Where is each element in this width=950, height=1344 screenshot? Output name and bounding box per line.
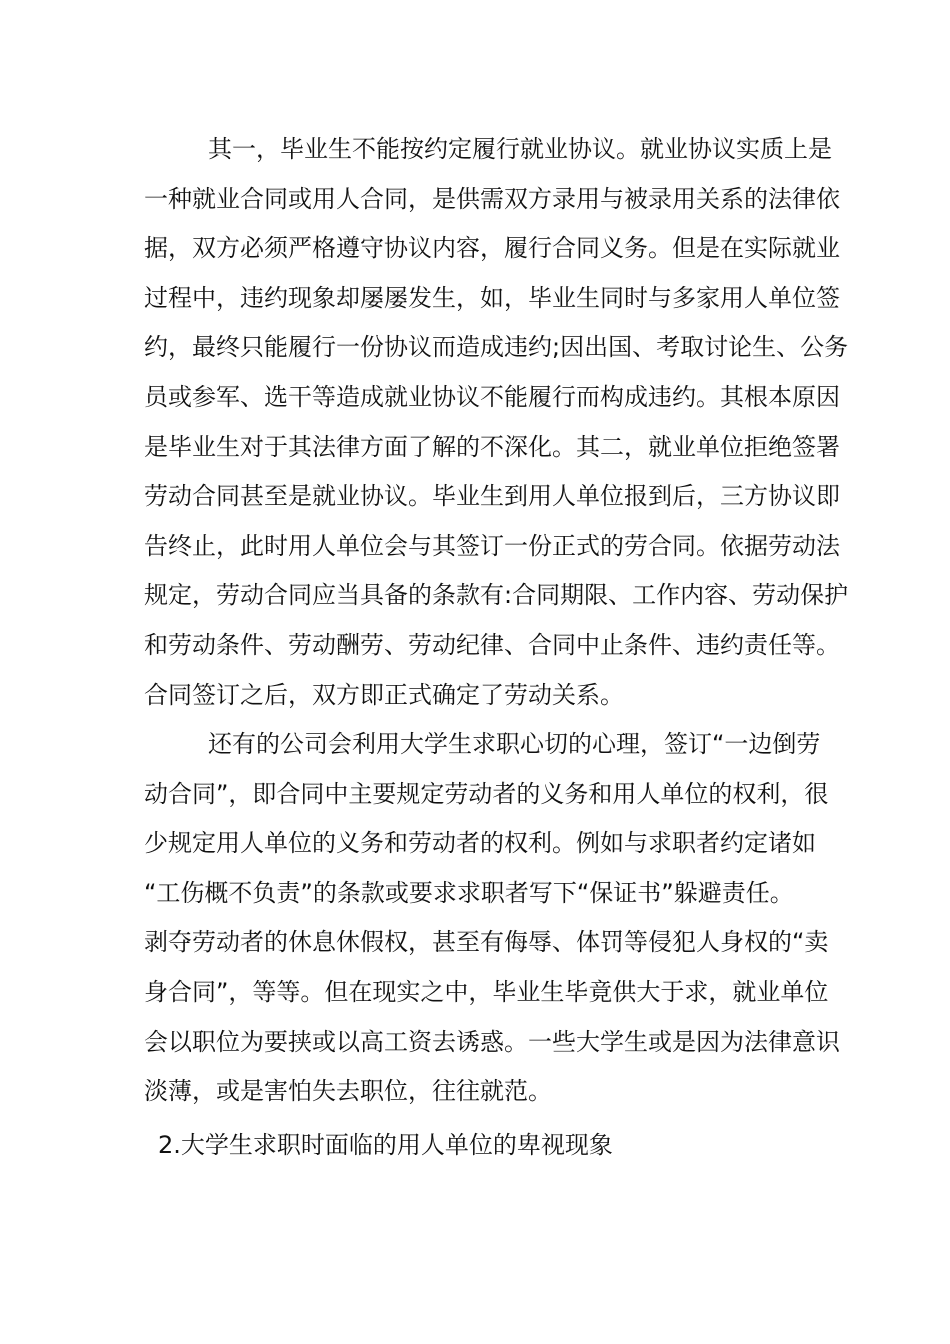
paragraph-2 [144, 720, 840, 1117]
paragraph-1 [144, 125, 849, 720]
text-line: 员或参军、选干等造成就业协议不能履行而构成违约。其根本原因 [144, 382, 840, 411]
text-line: “工伤概不负责”的条款或要求求职者写下“保证书”躲避责任。 [144, 878, 794, 907]
text-line: 合同签订之后，双方即正式确定了劳动关系。 [144, 680, 624, 709]
text-line: 会以职位为要挟或以高工资去诱惑。一些大学生或是因为法律意识 [144, 1027, 840, 1056]
text-line: 据，双方必须严格遵守协议内容，履行合同义务。但是在实际就业 [144, 234, 840, 263]
text-line: 淡薄，或是害怕失去职位，往往就范。 [144, 1077, 552, 1106]
section-heading: 2.大学生求职时面临的用人单位的卑视现象 [158, 1131, 613, 1159]
text-line: 规定，劳动合同应当具备的条款有:合同期限、工作内容、劳动保护 [144, 581, 849, 610]
text-line: 其一，毕业生不能按约定履行就业协议。就业协议实质上是 [208, 135, 832, 163]
text-line: 是毕业生对于其法律方面了解的不深化。其二，就业单位拒绝签署 [144, 432, 840, 461]
text-line: 和劳动条件、劳动酬劳、劳动纪律、合同中止条件、违约责任等。 [144, 630, 840, 659]
text-line: 身合同”，等等。但在现实之中，毕业生毕竟供大于求，就业单位 [144, 977, 829, 1006]
text-line: 约，最终只能履行一份协议而造成违约;因出国、考取讨论生、公务 [144, 333, 849, 362]
text-line: 劳动合同甚至是就业协议。毕业生到用人单位报到后，三方协议即 [144, 482, 840, 511]
text-line: 剥夺劳动者的休息休假权，甚至有侮辱、体罚等侵犯人身权的“卖 [144, 928, 829, 957]
text-line: 一种就业合同或用人合同，是供需双方录用与被录用关系的法律依 [144, 184, 840, 213]
text-line: 动合同”，即合同中主要规定劳动者的义务和用人单位的权利，很 [144, 779, 829, 808]
text-line: 还有的公司会利用大学生求职心切的心理，签订“一边倒劳 [208, 730, 821, 758]
text-line: 少规定用人单位的义务和劳动者的权利。例如与求职者约定诸如 [144, 829, 816, 858]
text-line: 告终止，此时用人单位会与其签订一份正式的劳合同。依据劳动法 [144, 531, 840, 560]
text-line: 过程中，违约现象却屡屡发生，如，毕业生同时与多家用人单位签 [144, 283, 840, 312]
